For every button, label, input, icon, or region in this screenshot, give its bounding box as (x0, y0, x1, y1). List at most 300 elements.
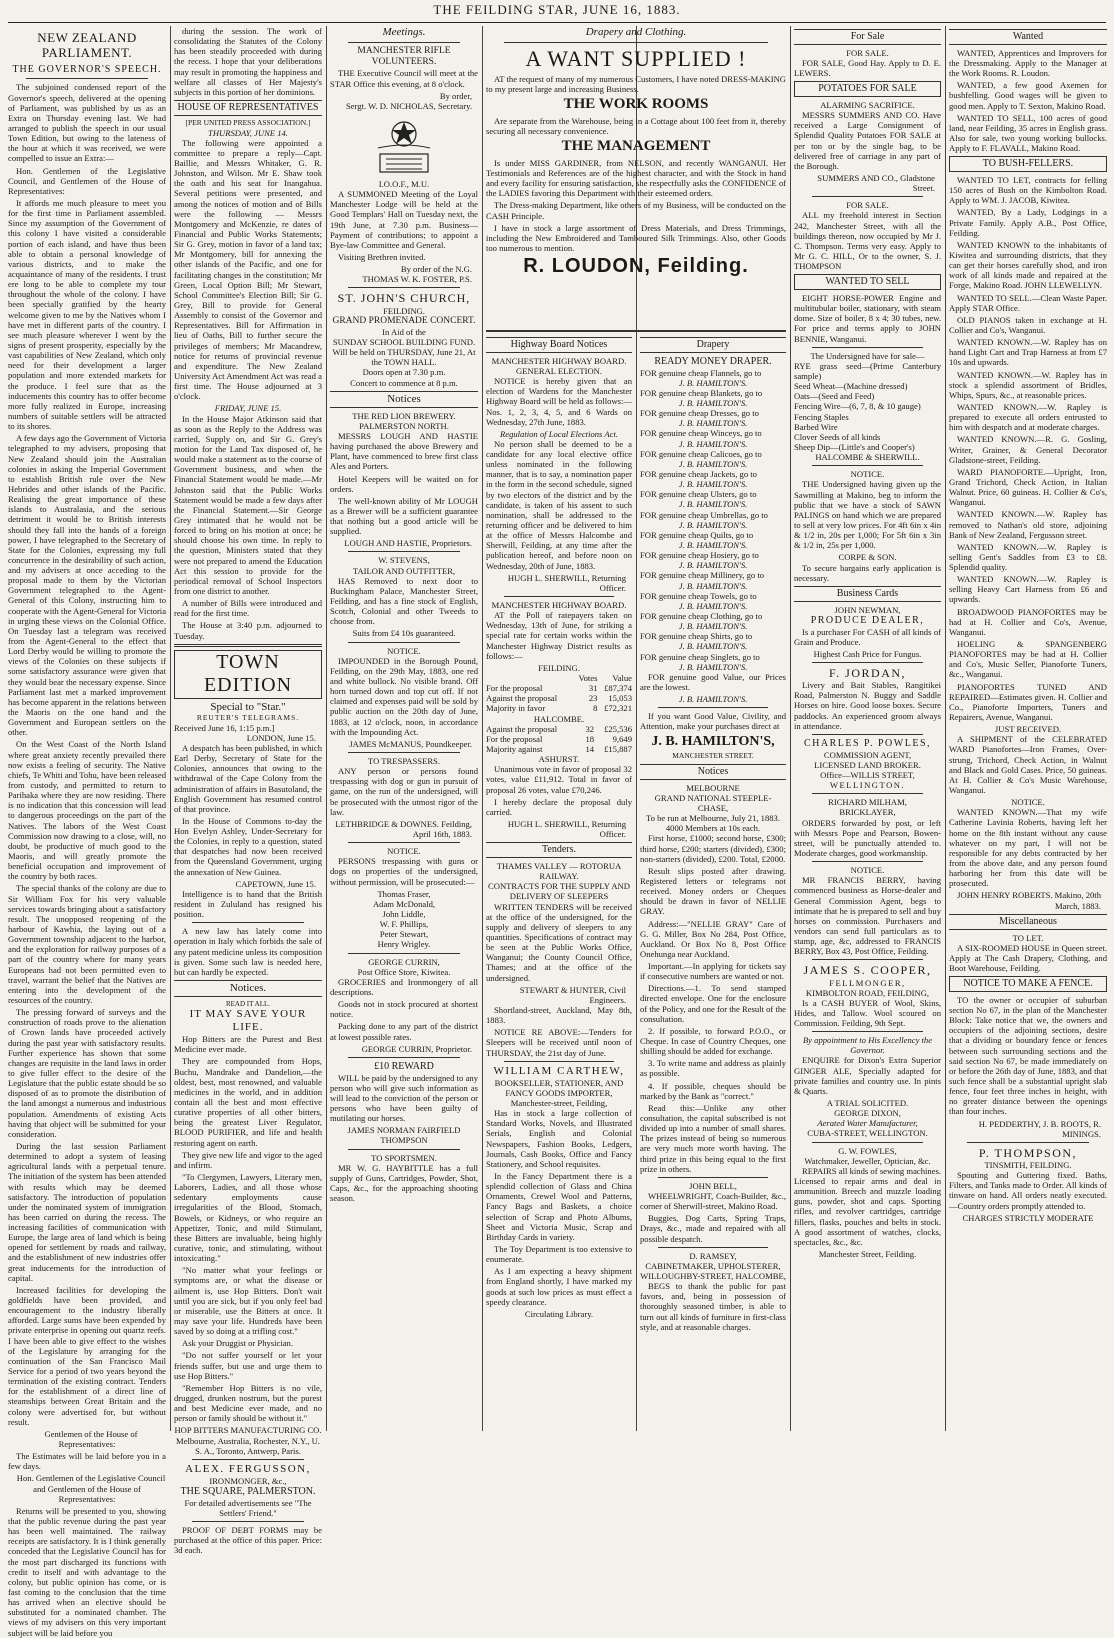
ad-name: D. RAMSEY, (689, 1250, 737, 1261)
drapery-owner: J. B. HAMILTON'S. (678, 560, 748, 571)
ad-name: J. B. HAMILTON'S, (651, 733, 775, 749)
drapery-item-name: Singlets (710, 651, 739, 662)
ad-title: NOTICE. (850, 865, 885, 876)
ad-line: SUNDAY SCHOOL BUILDING FUND. (332, 336, 476, 347)
ad-address: Manchester Street, Feilding. (818, 1249, 917, 1260)
ad-title: £10 REWARD (374, 1060, 434, 1072)
ad-trade: TINSMITH, FEILDING. (984, 1159, 1072, 1170)
paragraph: Increased facilities for developing the goldfields have been provided, and encouragement to the industry liberally afforded. Large sums have been expended by private enterprise in opening out quartz reefs. I have been able to give effect to the wishes of the Legislature by arranging for the continuation of the San Francisco Mail Service for a period of two years beyond the termination of the existing contract. Tenders for the establishment of a direct line of steamships between Great Britain and the colony were advertised for, but without result. (8, 1284, 166, 1427)
divider (348, 953, 460, 954)
ad-line: Highest Cash Price for Fungus. (813, 648, 922, 659)
paragraph: They are compounded from Hops, Buchu, Mandrake and Dandelion,—the oldest, best, most renowned, and valuable medicines in the world, and in addition contain all the best and most effective curative properties of all other bitters, being the greatest Liver Regulator, BLOOD PURIFIER, and life and health restoring agent on earth. (174, 1056, 322, 1148)
drapery-prefix: FOR genuine cheap (640, 651, 709, 662)
column-4 (486, 334, 632, 1431)
ad-signature: JAMES NORMAN FAIRFIELD THOMPSON (347, 1125, 461, 1146)
drapery-goto: go to (744, 448, 762, 459)
drapery-goto: go to (743, 367, 762, 378)
ad-name: W. STEVENS, (378, 555, 430, 566)
divider (812, 1142, 923, 1143)
paragraph: WANTED KNOWN.—W. Rapley is selling Heavy Cart Harness from £6 and upwards. (949, 574, 1107, 605)
ad-address: THE SQUARE, PALMERSTON. (180, 1485, 316, 1497)
drapery-prefix: FOR genuine cheap (640, 610, 709, 621)
paragraph: Returns will be presented to you, showing that the public revenue during the past year has been well maintained. The railway receipts are satisfactory. It is I think generally conceded that the Legislative Council has for the most part discharged its functions with credit to itself and with advantage to the colony, but public opinion has come, or is fast coming to the conclusion that the time has arrived when an elective should be substituted for a nominated chamber. The views of my advisers on this very important subject will be laid before you (8, 1505, 166, 1638)
paragraph: First horse, £1000; second horse, £300; third horse, £200; starters (divided), £300; non-starters (divided), £200. Total, £2000. (640, 833, 786, 864)
ad-title: JUST RECEIVED. (994, 724, 1062, 735)
paragraph: GROCERIES and Ironmongery of all descriptions. (330, 976, 478, 997)
paragraph: The House at 3:40 p.m. adjourned to Tuesday. (174, 620, 322, 641)
paragraph: The Toy Department is too extensive to enumerate. (486, 1243, 632, 1265)
paragraph: AT the Poll of ratepayers taken on Wednesday, 13th of June, for striking a special rate for certain works within the Manchester Highway District results as follows:— (486, 610, 632, 661)
paragraph: On the West Coast of the North Island where great anxiety recently prevailed there now exists a feeling of security. The Native chiefs, Te Whiti and Tohu, have been released from custody, and permitted to return to Parihaka where they are now residing. There is no indication that this concession will lead to dangerous proceedings on the part of the Natives. The labors of the West Coast Commission now drawing to a close, will, no doubt, be productive of much good to the Maoris, and will greatly promote the beneficial occupation and improvement of the country by both races. (8, 739, 166, 882)
ad-signature: HALCOMBE & SHERWILL. (815, 452, 920, 463)
drapery-list-item: FOR genuine cheap Millinery, go to (640, 570, 765, 581)
drapery-goto: go to (739, 489, 757, 500)
paragraph: As I am expecting a heavy shipment from England shortly, I have marked my goods at such low prices as must effect a speedy clearance. (486, 1266, 632, 1307)
drapery-item-name: Jackets (710, 469, 736, 479)
paragraph: A new law has lately come into operation in Italy which forbids the sale of any patent medicine unless its composition is given. Some such law is needed here, but can hardly be expected. (174, 926, 322, 977)
ad-line: Concert to commence at 8 p.m. (350, 377, 458, 388)
dateline: LONDON, June 15. (246, 732, 316, 743)
ad-title: MELBOURNE (686, 782, 740, 793)
divider (504, 42, 768, 43)
list-item: Peter Stewart, (379, 929, 429, 940)
ad-line: Suits from £4 10s guaranteed. (352, 628, 456, 639)
name-list (330, 889, 478, 950)
ad-title: THE RED LION BREWERY. (352, 410, 456, 421)
paragraph: WANTED KNOWN.—W. Rapley has on hand Light Cart and Trap Harness at from £7 10s and upwards. (949, 337, 1107, 368)
ad-name: RICHARD MILHAM, (828, 797, 907, 808)
ad-signature: LOUGH AND HASTIE, Proprietors. (344, 538, 472, 549)
divider (812, 793, 923, 794)
divider (348, 1149, 460, 1150)
paragraph: The special thanks of the colony are due to Sir William Fox for his very valuable services towards bringing about a satisfactory result. The unopposed reopening of the harbour of Kawhia, the laying out of a Government township adjacent to the harbor, and the exploration for railway purposes of a part of the country where for many years Europeans had not been permitted even to travel, warrant the belief that the Natives are entering into the development of the resources of the country. (8, 883, 166, 1005)
drapery-item-name: Shirts (710, 631, 731, 642)
ad-subtitle: GENERAL ELECTION. (515, 365, 603, 376)
paragraph: It affords me much pleasure to meet you for the first time in Parliament assembled. Since my assumption of the Government of this colony I have visited a considerable portion of each island, and have thus been able to obtain a personal knowledge of various districts, and to make the acquaintance of many of the residents. I trust ere long to be able to complete my tour throughout the whole of the colony. I have been specially gratified by the hearty welcome given to me by the Natives whom I have met in different parts of the country. I see much pleasure wherever I went by the signs of present prosperity, especially by the vast capabilities of New Zealand, which only need for their development a larger population and more extended markets for the produce. I feel sure that as the inducements this country has to offer become more fully realized in Europe, increasing numbers of suitable settlers will be attracted to its shores. (8, 198, 166, 432)
section-heading: Drapery and Clothing. (585, 26, 687, 38)
ad-company: HOP BITTERS MANUFACTURING CO. (174, 1425, 322, 1436)
paragraph: WANTED, By a Lady, Lodgings in a Private Family. Apply A.B., Post Office, Feilding. (949, 207, 1107, 238)
drapery-goto: go to (744, 610, 763, 621)
ad-title: GRAND NATIONAL STEEPLE-CHASE, (654, 792, 772, 813)
drapery-goto: go to (742, 651, 760, 662)
table-cell: 8 (593, 703, 598, 714)
table-heading: HALCOMBE. (533, 713, 585, 724)
table-heading: ASHURST. (538, 754, 580, 765)
drapery-prefix: FOR genuine cheap (640, 570, 709, 581)
ad-order: By order of the N.G. (400, 264, 472, 275)
table-cell: 31 (588, 683, 598, 694)
ad-line: To be run at Melbourne, July 21, 1883. (645, 813, 780, 824)
ad-line: In Aid of the (382, 326, 426, 337)
paragraph: WANTED KNOWN.—W. Rapley is selling Gent's Saddles from £3 to £8. Splendid quality. (949, 541, 1107, 573)
paragraph: A few days ago the Government of Victoria telegraphed to my advisers, proposing that New Zealand should join the Australian colonies in asking the Imperial Government to establish British rule over the New Hebrides and other islands of the Pacific. Realising the great importance of these islands to Australasia, and the serious detriment it would be to British interests should they fall into the hands of a foreign power, I have telegraphed to the Secretary of State for the Colonies, expressing my full concurrence in the desirability of such action, and my advisers at once acceding to the proposal made to them by the Victorian Government telegraphed to the Agent-General of this Colony, instructing him to cooperate with the Agent-General for Victoria in urging these views on the Colonial Office. On Tuesday last a telegram was received from the Agent-General to the effect that Lord Derby would be willing to promote the views of the Colonies on these subjects if some satisfactory assurance were given that they would bear the necessary expense. Since Parliament last met a marked improvement has become apparent in the relations between the Maoris on the one hand and the Government and European settlers on the other. (8, 433, 167, 738)
drapery-goto: go to (741, 550, 759, 561)
drapery-item-name: Millinery (710, 570, 743, 581)
drapery-list-item: FOR genuine cheap Shirts, go to (640, 631, 753, 642)
table-row (486, 734, 632, 744)
ad-title: IT MAY SAVE YOUR LIFE. (189, 1008, 307, 1034)
ad-trade: IRONMONGER, &c., (209, 1475, 287, 1486)
table-cell: Against the proposal (486, 693, 558, 704)
list-item: Oats—(Seed and Feed) (794, 391, 875, 402)
drapery-goto: go to (750, 509, 768, 520)
paragraph: "Remember Hop Bitters is no vile, drugged, drunken nostrum, but the purest and best Medicine ever made, and no person or family should be without it." (174, 1382, 322, 1424)
paragraph: If you want Good Value, Civility, and Attention, make your purchases direct at (640, 711, 786, 732)
table-cell: £15,887 (604, 744, 632, 754)
table-row (486, 703, 632, 713)
drapery-goto: go to (739, 469, 757, 479)
ad-trade: BRICKLAYER, (839, 807, 896, 818)
drapery-prefix: FOR genuine cheap (640, 367, 709, 378)
paragraph: The pressing forward of surveys and the construction of roads prove to the alienation of Crown lands have proceeded actively during the past year with satisfactory results. Further experience has shown that some changes are requisite in the land laws in order to give fuller effect to the desire of the Legislature that the public estate should be so disposed of as to promote the distribution of the land amongst a numerous and industrious population. Amendments of existing Acts having that object will be submitted for your consideration. (8, 1007, 166, 1139)
divider (812, 347, 923, 348)
column-1 (8, 26, 167, 1638)
ad-signature: CORPE & SON. (838, 552, 897, 563)
divider (812, 196, 923, 197)
column-3 (330, 26, 478, 1431)
paragraph: NOTICE is hereby given that an election of Wardens for the Manchester Highway Board will be held as follows:—Nos. 1, 2, 3, 4, 5, and 6 Wards on Wednesday, 27th June, 1883. (486, 376, 632, 427)
ad-line: Doors open at 7.30 p.m. (362, 367, 446, 378)
ad-owner: J. B. HAMILTON'S. (678, 694, 748, 705)
dateline: CAPETOWN, June 15. (235, 878, 316, 889)
drapery-owner: J. B. HAMILTON'S. (678, 499, 748, 510)
list-item: W. F. Phillips, (379, 919, 429, 930)
wire-credit: REUTER'S TELEGRAMS. (196, 712, 300, 722)
table-row (486, 724, 632, 734)
drapery-owner: J. B. HAMILTON'S. (678, 641, 748, 652)
drapery-item-name: Calicoes (710, 448, 741, 459)
ad-title: NOTICE TO MAKE A FENCE. (949, 976, 1107, 992)
ad-trade: CABINETMAKER, UPHOLSTERER, (645, 1260, 781, 1271)
divider (348, 551, 460, 552)
paragraph: ENQUIRE for Dixon's Extra Superior GINGER ALE, Specially adapted for private families and country use. In pints & Quarts. (794, 1055, 941, 1096)
paragraph: MR FRANCIS BERRY, having commenced business as Horse-dealer and General Commission Agent, begs to intimate that he is prepared to sell and buy horses on commission. Purchasers and vendors can send full particulars as to stamp, age, &c, addressed to FRANCIS BERRY, Box 43, Post Office, Feilding. (794, 875, 941, 957)
section-heading: Wanted (949, 29, 1107, 45)
paragraph: 3. To write name and address as plainly as possible. (640, 1058, 786, 1079)
ad-trade: TAILOR AND OUTFITTER, (352, 565, 456, 576)
ad-address: MANCHESTER STREET. (672, 751, 754, 761)
paragraph: The Estimates will be laid before you in a few days. (8, 1451, 166, 1472)
ad-signature: H. PEDDERTHY, J. B. ROOTS, R. MININGS. (978, 1118, 1101, 1139)
paragraph: A number of Bills were introduced and read for the first time. (174, 598, 322, 619)
paragraph: Packing done to any part of the district at lowest possible rates. (330, 1021, 478, 1042)
drapery-owner: J. B. HAMILTON'S. (678, 418, 748, 429)
paragraph: The well-known ability of Mr LOUGH as a Brewer will be a sufficient guarantee that nothing but a good article will be supplied. (330, 495, 478, 537)
paragraph: Read this:—Unlike any other consultation, the capital subscribed is not divided up into a number of small shares. The prizes instead of being so numerous are very much more worth having. The third prize in this being equal to the first prize in others. (640, 1102, 786, 1174)
paragraph: Shortland-street, Auckland, May 8th, 1883. (486, 1005, 632, 1026)
ad-kicker: READ IT ALL. (225, 1000, 270, 1008)
divider (348, 642, 460, 643)
ad-name: ALEX. FERGUSSON, (185, 1462, 311, 1475)
paragraph: PIANOFORTES TUNED AND REPAIRED—Estimates given. H. Collier and Co., Pianoforte Importers, Tuners and Repairers, Avenue, Wanganui. (949, 681, 1107, 723)
ad-trade: BOOKSELLER, STATIONER, AND FANCY GOODS IMPORTER, (494, 1077, 624, 1098)
ad-trade: Watchmaker, Jeweller, Optician, &c. (804, 1155, 931, 1166)
ad-headline: A WANT SUPPLIED ! (525, 45, 747, 71)
paragraph: During the last session Parliament determined to adopt a system of leasing agricultural lands with a perpetual tenure. The initiation of the system has been attended with results which may be deemed satisfactory. The introduction of population under the nominated system of immigration has been carried on during the recess. The increasing facilities of communication with Europe, the large area of land which is being opened for settlement by roads and railway, and the establishment of new industries offer great inducements for the introduction of capital. (8, 1140, 166, 1283)
paragraph: PROOF OF DEBT FORMS may be purchased at the office of this paper. Price: 3d each. (174, 1525, 322, 1556)
paragraph: In the House of Commons to-day the Hon Evelyn Ashley, Under-Secretary for the Colonies, in reply to a question, stated that despatches had now been received from the Queensland Government, urging the annexation of New Guinea. (174, 815, 322, 877)
divider (812, 734, 923, 735)
drapery-list-item: FOR genuine cheap Dresses, go to (640, 408, 759, 419)
dateline: THURSDAY, JUNE 14. (208, 127, 288, 138)
paragraph: Visiting Brethren invited. (338, 251, 426, 262)
ad-address: WELLINGTON. (829, 780, 906, 791)
divider (967, 1142, 1089, 1143)
divider (812, 1031, 923, 1032)
ad-title: NOTICE. (387, 645, 421, 656)
drapery-prefix: FOR genuine cheap (640, 509, 709, 520)
drapery-prefix: FOR genuine cheap (640, 408, 709, 419)
ad-subheadline: THE MANAGEMENT (561, 138, 711, 155)
section-heading: Highway Board Notices (486, 337, 632, 353)
drapery-prefix: FOR genuine cheap (640, 631, 709, 642)
divider (174, 644, 322, 647)
drapery-list-item: FOR genuine cheap Flannels, go to (640, 367, 762, 378)
drapery-list-item: FOR genuine cheap Umbrellas, go to (640, 509, 768, 520)
drapery-item-name: Blankets (710, 387, 741, 398)
table-cell: 32 (585, 723, 595, 734)
list-item: Clover Seeds of all kinds (794, 431, 881, 442)
drapery-owner: J. B. HAMILTON'S. (678, 398, 748, 409)
paragraph: THE Executive Council will meet at the STAR Office this evening, at 8 o'clock. (330, 68, 478, 89)
paragraph: Intelligence is to hand that the British resident in Zululand has resigned his position. (174, 888, 322, 920)
ad-title: I.O.O.F., M.U. (378, 178, 430, 189)
paragraph: HOELING & SPANGENBERG PIANOFORTES may be had at H. Collier and Co's, Music Seller, Pianoforte Tuners, &c., Wanganui. (949, 639, 1107, 680)
ad-signature: R. LOUDON, Feilding. (523, 255, 749, 278)
divider (192, 1459, 304, 1460)
ad-title: TO TRESPASSERS. (368, 756, 440, 767)
paragraph: Unanimous vote in favor of proposal 32 votes, value £11,912. Total in favor of proposal 26 votes, value £70,246. (486, 764, 632, 795)
paragraph: In the Fancy Department there is a splendid collection of Glass and China Ornaments, Crewel Wool and Patterns, Fancy Bags and Baskets, a choice selection of Scrap and Photo Albums, Sheet and Victoria Music, Scrap and Birthday Cards in variety. (486, 1170, 632, 1242)
paragraph: I have in stock a large assortment of Dress Materials, and Dress Trimmings, including the New Embroidered and Tamboured Silk Trimmings. Also, other Goods too numerous to mention. (486, 222, 786, 253)
drapery-list-item: FOR genuine cheap Ulsters, go to (640, 489, 757, 500)
drapery-list-item: FOR genuine cheap Calicoes, go to (640, 448, 762, 459)
table-cell: £72,321 (604, 703, 632, 714)
ad-address: Melbourne, Australia, Rochester, N.Y., U. S. A., Toronto, Antwerp, Paris. (176, 1435, 320, 1456)
paragraph: during the session. The work of consolidating the Statutes of the Colony has been steadily proceeded with during the recess. I hope that your deliberations may result in promoting the happiness and welfare all classes of Her Majesty's subjects in this portion of her dominions. (174, 26, 322, 97)
drapery-item-name: Umbrellas (710, 509, 747, 520)
table-header (486, 673, 574, 683)
ad-note: For detailed advertisements see "The Settlers' Friend." (184, 1497, 312, 1518)
paragraph: AT the request of many of my numerous Customers, I have noted DRESS-MAKING to my present large and increasing Business. (486, 73, 786, 95)
block-divider (486, 330, 786, 332)
paragraph: WARD PIANOFORTE.—Upright, Iron, Grand Trichord, Check Action, in Italian Walnut. Price, 60 guineas. H. Collier & Co's, Wanganui. (949, 466, 1107, 508)
paragraph: WANTED KNOWN to the inhabitants of Kiwitea and surrounding districts, that they can get their horses carefully shod, and iron work of all kinds made and repaired at the Forge, Makino Road. JOHN LLEWELLYN. (949, 239, 1107, 291)
paragraph: To secure bargains early application is necessary. (794, 562, 941, 583)
drapery-list-item: FOR genuine cheap Singlets, go to (640, 651, 760, 662)
section-heading: HOUSE OF REPRESENTATIVES (174, 100, 322, 116)
paragraph: ORDERS forwarded by post, or left with Messrs Pope and Pearson, Bowen-street, will be punctually attended to. Moderate charges, good workmanship. (794, 817, 941, 858)
paragraph: WANTED TO SELL.—Clean Waste Paper. Apply STAR Office. (949, 292, 1107, 313)
paragraph: WANTED, a few good Axemen for bushfelling. Good wages will be given to good men. Apply to T. Sexton, Makino Road. (949, 80, 1107, 111)
divider (658, 707, 768, 708)
table-cell: £25,536 (604, 723, 632, 734)
paragraph: WHEELWRIGHT, Coach-Builder, &c., corner of Sherwill-street, Makino Road. (640, 1191, 786, 1212)
drapery-owner: J. B. HAMILTON'S. (678, 600, 748, 611)
ad-subtitle: CONTRACTS FOR THE SUPPLY AND DELIVERY OF SLEEPERS (488, 881, 630, 902)
press-credit: [PER UNITED PRESS ASSOCIATION.] (185, 117, 311, 127)
paragraph: Address:—"NELLIE GRAY" Care of G. G. Miller, Box No 284, Post Office, Auckland. Or Box No 8, Post Office Onehunga near Auckland. (640, 918, 786, 959)
drapery-owner: J. B. HAMILTON'S. (678, 621, 748, 632)
drapery-goto: go to (735, 529, 754, 540)
paragraph: BROADWOOD PIANOFORTES may be had at H. Collier and Co's, Avenue, Wanganui. (949, 606, 1107, 637)
paragraph: Hop Bitters are the Purest and Best Medicine ever made. (174, 1034, 322, 1055)
column-rule (326, 26, 327, 1431)
paragraph: "Do not suffer yourself or let your friends suffer, but use and urge them to use Hop Bitters." (174, 1350, 322, 1381)
paragraph: IMPOUNDED in the Borough Pound, Feilding, on the 29th May, 1883, one red and white bullock. No visible brand. Off horn turned down and top cut off. If not claimed and expenses paid will be sold by public auction on the 20th day of June, 1883, at 12 o'clock, noon, in accordance with the Impounding Act. (330, 655, 478, 737)
divider (812, 861, 923, 862)
ad-title: THAMES VALLEY — ROTORUA RAILWAY. (496, 861, 622, 882)
ad-trade: LICENSED LAND BROKER. (814, 759, 921, 770)
paragraph: WILL be paid by the undersigned to any person who will give such information as will lead to the conviction of the person or persons who have been guilty of mutilating our horses. (330, 1072, 478, 1124)
paragraph: Directions.—1. To send stamped directed envelope. One for the enclosure of the Policy, and one for the Result of the consultation. (640, 983, 786, 1024)
paragraph: Ask your Druggist or Physician. (182, 1338, 293, 1349)
drapery-owner: J. B. HAMILTON'S. (678, 539, 748, 550)
ad-title: TO BUSH-FELLERS. (949, 156, 1107, 172)
drapery-prefix: FOR genuine cheap (640, 469, 709, 479)
drapery-owner: J. B. HAMILTON'S. (678, 519, 748, 530)
paragraph: Spouting and Guttering fixed. Baths, Filters, and Tanks made to Order. All kinds of tinware on hand. All orders neatly executed.—Country orders promptly attended to. (949, 1170, 1107, 1211)
ad-trade: FELLMONGER, (829, 977, 906, 988)
ad-signature: GEORGE CURRIN, Proprietor. (361, 1043, 472, 1054)
drapery-list-item: FOR genuine cheap Towels, go to (640, 590, 757, 601)
paragraph: TO the owner or occupier of suburban section No 67, in the plan of the Manchester Block: Take notice that we, the owners and occupiers of the adjoining sections, desire that a dividing or boundary fence or fences between such surrounding sections and the said section No 67, be made immediately on or before the 26th day of June, 1883, and that such fence shall be a substantial upright slab fence, four feet three inches in height, with no greater distance between the openings than four inches. (949, 994, 1107, 1117)
ad-name: JAMES S. COOPER, (803, 963, 932, 978)
paragraph: THE Undersigned having given up the Sawmilling at Makino, beg to inform the public that we have a stock of SAWN PALINGS on hand which we are prepared to sell at very low prices. For 4ft 6in x 4in & 1/2 in, 20s per 1,000; For 5ft 6in x 3in & 1/2 in, 25s per 1,000. (794, 479, 941, 551)
paragraph: MR W. G. HAYBITTLE has a full supply of Guns, Cartridges, Powder, Shot, Caps, &c., for the approaching shooting season. (330, 1162, 478, 1204)
table-cell: For the proposal (486, 733, 543, 744)
paragraph: A SHIPMENT of the CELEBRATED WARD Pianofortes—Iron Frames, Over-strung, Trichord, Check Action, in Walnut and Black and Gold Cases. Price, 50 guineas. At H. Collier & Co's Music Warehouse, Wanganui. (949, 734, 1107, 796)
paragraph: WANTED, Apprentices and Improvers for the Dressmaking. Apply to the Manager at the Work Rooms. R. Loudon. (949, 47, 1107, 79)
ad-line: 4000 Members at 10s each. (665, 823, 761, 834)
table-cell: £87,374 (604, 683, 632, 694)
drapery-goto: go to (734, 631, 753, 642)
paragraph: A despatch has been published, in which Earl Derby, Secretary of State for the Colonies, announces that owing to the withdrawal of the Cape Colony from the administration of affairs in Basutoland, the English Government has resumed control of that province. (174, 742, 322, 814)
ad-subtitle: FEILDING. (383, 305, 425, 316)
paragraph: The following were appointed a committee to prepare a reply—Capt. Baillie, and Messrs Whitaker, G. R. Johnston, and Wilson. Mr E. Shaw took the oath and his seat for Inangahua. Several petitions were presented, and among the notices of motion and of Bills were the following — Messrs Montgomery and McKenzie, re dates of Financial and Public Works Statements; Sir G. Grey, motion in favor of a land tax; Mr Montgomery, bill for annexing the other islands of the Pacific, and one for facilitating changes in the constitution; Mr Green, Local Option Bill; Mr Stewart, School Committee's Election Bill; Sir G. Grey, Bill to provide for General Assembly to consist of the Governor and Representatives. Bill for Affirmation in lieu of Oaths, Bill to further secure the privileges of members; Mr Macandrew, notice for returns of provincial revenue and expenditure. The New Zealand University Act Amendment Act was read a first time. The House adjourned at 3 o'clock. (174, 137, 322, 402)
column-rule (482, 26, 483, 1431)
ad-title: NOTICE. (387, 846, 421, 857)
paragraph: Is a purchaser For CASH of all kinds of Grain and Produce. (794, 626, 941, 647)
ad-title: MANCHESTER RIFLE VOLUNTEERS. (357, 45, 451, 68)
drapery-item-name: Towels (710, 590, 735, 601)
section-heading: Notices. (174, 980, 322, 997)
drapery-prefix: FOR genuine cheap (640, 590, 709, 601)
ad-line: Circulating Library. (524, 1308, 594, 1319)
paragraph: Goods not in stock procured at shortest notice. (330, 999, 478, 1020)
drapery-item-name: Hosiery (710, 550, 738, 561)
drapery-item-name: Ulsters (710, 489, 735, 500)
ad-address: KIMBOLTON ROAD, FEILDING, (805, 987, 930, 998)
ad-title: MANCHESTER HIGHWAY BOARD. (491, 600, 627, 611)
paragraph: Are separate from the Warehouse, being in a Cottage about 100 feet from it, thereby securing all necessary convenience. (486, 115, 786, 137)
drapery-list-item: FOR genuine cheap Winceys, go to (640, 428, 762, 439)
table-cell: 14 (585, 744, 595, 754)
ad-signature: Sergt. W. D. NICHOLAS, Secretary. (345, 100, 472, 111)
paragraph: They give new life and vigor to the aged and infirm. (174, 1149, 322, 1170)
list-item: RYE grass seed—(Prime Canterbury sample) (794, 360, 941, 382)
table-row (486, 683, 632, 693)
ad-trade: COMMISSION AGENT, (823, 749, 912, 760)
ad-name: WILLIAM CARTHEW, (493, 1064, 625, 1077)
ad-title: TO SPORTSMEN. (371, 1152, 437, 1163)
paragraph: Livery and Bait Stables, Rangitikei Road, Palmerston N. Buggy and Saddle Horses on hire. Good loose boxes. Secure paddocks. An experienced groom always in attendance. (794, 680, 941, 731)
divider (26, 78, 148, 79)
drapery-owner: J. B. HAMILTON'S. (678, 438, 748, 449)
paragraph: Result slips posted after drawing. Registered letters or telegrams not received. Money orders or Cheques should be drawn in favor of NELLIE GRAY. (640, 865, 786, 917)
drapery-clothing-block (486, 26, 786, 326)
section-heading: For Sale (794, 29, 941, 45)
paragraph: 2. If possible, to forward P.O.O., or Cheque. In case of Country Cheques, one shilling should be added for exchange. (640, 1025, 786, 1057)
paragraph: The subjoined condensed report of the Governor's speech, delivered at the opening of Parliament, was published by us as an Extra on Thursday evening last. We had arranged to publish the speech in our usual Town Edition, but owing to the lateness of the hour at which it was received, we were compelled to issue an Extra:— (8, 82, 166, 164)
paragraph: "To Clergymen, Lawyers, Literary men, Laborers, Ladies, and all those whose sedentary employments cause irregularities of the Blood, Stomach, Bowels, or Kidneys, or who require an Appetizer, Tonic, and mild Stimulant, these Bitters are invaluable, being highly curative, tonic, and stimulating, without intoxicating." (174, 1172, 322, 1264)
ad-name: G. W. FOWLES, (838, 1145, 897, 1156)
ad-signature: JAMES McMANUS, Poundkeeper. (349, 738, 472, 749)
article-subheading: THE GOVERNOR'S SPEECH. (12, 63, 162, 75)
ad-trade: Aerated Water Manufacturer, (817, 1118, 918, 1129)
town-edition-banner: TOWN EDITION (174, 650, 322, 699)
ad-subtitle: Regulation of Local Elections Act. (500, 428, 618, 439)
drapery-prefix: FOR genuine cheap (640, 387, 709, 398)
column-rule (170, 26, 171, 1431)
drapery-owner: J. B. HAMILTON'S. (678, 458, 748, 469)
drapery-item-name: Dresses (710, 408, 738, 419)
article-heading: NEW ZEALAND PARLIAMENT. (37, 30, 137, 61)
paragraph: The Dress-making Department, like others of my Business, will be conducted on the CASH Principle. (486, 200, 786, 221)
masthead: THE FEILDING STAR, JUNE 16, 1883. (433, 2, 681, 17)
ad-address: Post Office Store, Kiwitea. (357, 966, 451, 977)
ad-signature: HUGH L. SHERWILL, Returning Officer. (507, 818, 626, 840)
drapery-item-name: Clothing (710, 610, 741, 621)
paragraph: FOR SALE, Good Hay. Apply to D. E. LEWERS. (794, 57, 941, 79)
paragraph: WANTED KNOWN.—W. Rapley has removed to Nathan's old store, adjoining Bank of New Zealand, Fergusson street. (949, 509, 1107, 540)
ad-title: FOR SALE. (846, 200, 889, 211)
ad-line: The Undersigned have for sale— (810, 350, 925, 361)
table-cell: 23 (588, 693, 598, 704)
section-heading: Meetings. (382, 26, 426, 38)
ad-title: WANTED TO SELL (794, 274, 941, 290)
paragraph: Has in stock a large collection of Standard Works, Novels, and Illustrated Serials, English and Colonial Newspapers, Fashion Books, Ledgers, Journals, Cash Books, Office and Fancy Stationery, and School requisites. (486, 1108, 632, 1169)
received-line: Received June 16, 1:15 p.m.] (174, 722, 275, 733)
drapery-list (640, 368, 786, 672)
drapery-list-item: FOR genuine cheap Hosiery, go to (640, 550, 759, 561)
paragraph: A SIX-ROOMED HOUSE in Queen street. Apply at The Cash Drapery, Clothing, and Boot Warehouse, Feilding. (949, 942, 1107, 973)
divider (812, 959, 923, 960)
paragraph: WANTED KNOWN.—R. G. Gosling, Writer, Grainer, & General Decorator Gladstone-street, Feilding. (949, 434, 1107, 465)
ad-title: POTATOES FOR SALE (794, 81, 941, 97)
ad-name: JOHN BELL, (689, 1180, 737, 1191)
table-header: Votes (578, 673, 598, 684)
drapery-list-item: FOR genuine cheap Jackets, go to (640, 469, 757, 479)
table-cell: Majority against (486, 744, 543, 754)
paragraph: REPAIRS all kinds of sewing machines. Licensed to repair arms and deal in ammunition. Breech and muzzle loading guns, powder, shot and caps. Sporting rifles, and revolver cartridges, cartridge fillers, flasks, pouches and belts in stock. A good assortment of watches, clocks, spectacles, &c., &c. (794, 1165, 941, 1247)
column-rule (945, 26, 946, 1431)
drapery-goto: go to (744, 428, 762, 439)
paragraph: Is a CASH BUYER of Wool, Skins, Hides, and Tallow. Wool scoured on Commission. Feilding, 9th Sept. (794, 997, 941, 1029)
list-item: Sheep Dip—(Little's and Cooper's) (794, 442, 915, 453)
paragraph: ANY person or persons found trespassing with dog or gun in pursuit of game, on the run of the undersigned, will be prosecuted with the utmost rigor of the law. (330, 766, 478, 817)
column-6 (794, 26, 941, 1431)
paragraph: EIGHT HORSE-POWER Engine and multitubular boiler, stationary, with steam dome. Size of boiler, 8 x 4; 30 tubes, new. For price and terms apply to JOHN BENNIE, Wanganui. (794, 293, 941, 344)
ad-signature: JOHN HENRY ROBERTS. Makino, 20th March, 1883. (957, 890, 1101, 911)
dateline: FRIDAY, JUNE 15. (214, 403, 282, 414)
ad-signature: STEWART & HUNTER, Civil Engineers. (519, 984, 626, 1005)
section-heading: Drapery (640, 337, 786, 353)
ad-address: Manchester-street, Feilding, (510, 1097, 608, 1108)
section-heading: Notices (640, 764, 786, 780)
paragraph: No person shall be deemed to be a candidate for any local elective office unless nominated in the following manner, that is to say, a nomination paper in the form in the second schedule, signed by two electors of the district and by the candidate, is taken of his assent to such nomination, shall be addressed to the returning officer and be delivered to him at the office of Messrs Halcombe and Sherwill, Feilding, at any time after the publication hereof, and before noon on Wednesday, 20th of June, 1883. (486, 438, 632, 571)
